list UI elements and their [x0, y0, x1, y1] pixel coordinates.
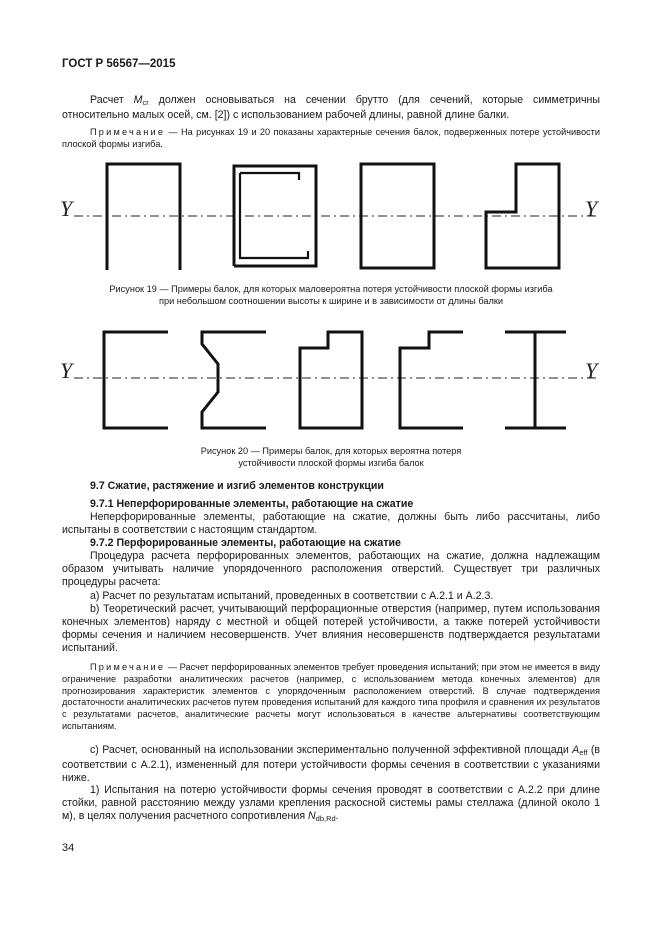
note-label: Примечание [90, 127, 166, 137]
mcr-subscript: cr [142, 98, 149, 107]
page-number: 34 [62, 842, 75, 854]
section-9-7-1-text: Неперфорированные элементы, работающие на сжатие, должны быть либо рассчитаны, либо испытаны в соответствии с настоящим стандартом. [62, 511, 600, 537]
list-item-1 [62, 784, 600, 825]
note-text: — На рисунках 19 и 20 показаны характерные сечения балок, подверженных потере устойчивости плоской формы изгиба. [62, 127, 600, 149]
fig19-y-left: Y [60, 196, 73, 221]
note-perforated [62, 662, 600, 733]
item-1-text-a: 1) Испытания на потерю устойчивости формы сечения проводят в соответствии с А.2.2 при длине стойки, равной расстоянию между узлами крепления раскосной системы рамы стеллажа (длиной около 1 м), в целях получения расчетного сопротивления [62, 784, 600, 823]
fig19-caption-line1: Рисунок 19 — Примеры балок, для которых маловероятна потеря устойчивости плоской формы изгиба [109, 284, 553, 294]
fig20-channel-section [104, 332, 168, 428]
fig20-y-right: Y [585, 358, 598, 383]
aeff-subscript: eff [579, 748, 588, 757]
fig20-i-beam-section [505, 332, 566, 428]
p1-text-a: Расчет [90, 94, 134, 106]
fig19-y-right: Y [585, 196, 598, 221]
mcr-symbol: M [133, 94, 143, 106]
list-item-b: b) Теоретический расчет, учитывающий перфорационные отверстия (например, путем использования конечных элементов) наряду с местной и общей потерей устойчивости, а также потерей устойчивости формы сечения и наличием несовершенств. Учет влияния несовершенств подтверждается результатами испытаний. [62, 603, 600, 655]
list-item-c [62, 744, 600, 785]
p1-text-b: должен основываться на сечении брутто (для сечений, которые симметричны относительно малых осей, см. [2]) с использованием рабочей длины, равной длине балки. [62, 94, 600, 122]
fig20-sigma-section [202, 332, 266, 428]
item-c-text-b: (в соответствии с А.2.1), измененный для потери устойчивости формы сечения в соответствии с указаниями ниже. [62, 744, 600, 785]
fig19-caption-line2: при небольшом соотношении высоты к ширине и в зависимости от длины балки [158, 295, 503, 306]
figure-20-caption [62, 446, 600, 469]
fig20-stepped-closed-section [300, 332, 362, 428]
item-c-text-a: с) Расчет, основанный на использовании экспериментально полученной эффективной площади [90, 744, 573, 756]
section-9-7-2-text: Процедура расчета перфорированных элементов, работающих на сжатие, должна надлежащим образом учитывать наличие упорядоченного расположения отверстий. Существует три различных процедуры расчета: [62, 550, 600, 589]
note2-text: — Расчет перфорированных элементов требует проведения испытаний; при этом не имеется в виду ограничение разработки аналитических расчетов (например, с использованием метода конечных элементов) для прогнозирования характеристик элементов с упорядоченным расположением отверстий. В случае подтверждения достаточности аналитических расчетов путем проведения испытаний для каждого типа профиля и сравнения их результатов с результатами расчетов, аналитические расчеты могут использоваться в качестве альтернативы соответствующим испытаниям. [62, 662, 600, 731]
section-9-7-2-heading: 9.7.2 Перфорированные элементы, работающие на сжатие [90, 537, 401, 549]
fig20-caption-line2: устойчивости плоской формы изгиба балок [238, 457, 424, 468]
ndb-symbol: N [308, 810, 316, 823]
section-9-7-1-heading: 9.7.1 Неперфорированные элементы, работающие на сжатие [90, 498, 414, 510]
note2-label: Примечание [90, 662, 166, 672]
fig20-y-left: Y [60, 358, 73, 383]
aeff-symbol: A [572, 744, 580, 756]
ndb-subscript: db,Rd [315, 814, 336, 824]
list-item-a: а) Расчет по результатам испытаний, проведенных в соответствии с А.2.1 и А.2.3. [90, 590, 494, 602]
fig20-stepped-open-section [400, 332, 463, 428]
item-1-text-b: . [335, 810, 339, 823]
section-9-7-heading: 9.7 Сжатие, растяжение и изгиб элементов конструкции [90, 480, 384, 492]
document-header: ГОСТ Р 56567—2015 [62, 58, 176, 70]
fig20-caption-line1: Рисунок 20 — Примеры балок, для которых вероятна потеря [200, 446, 462, 456]
